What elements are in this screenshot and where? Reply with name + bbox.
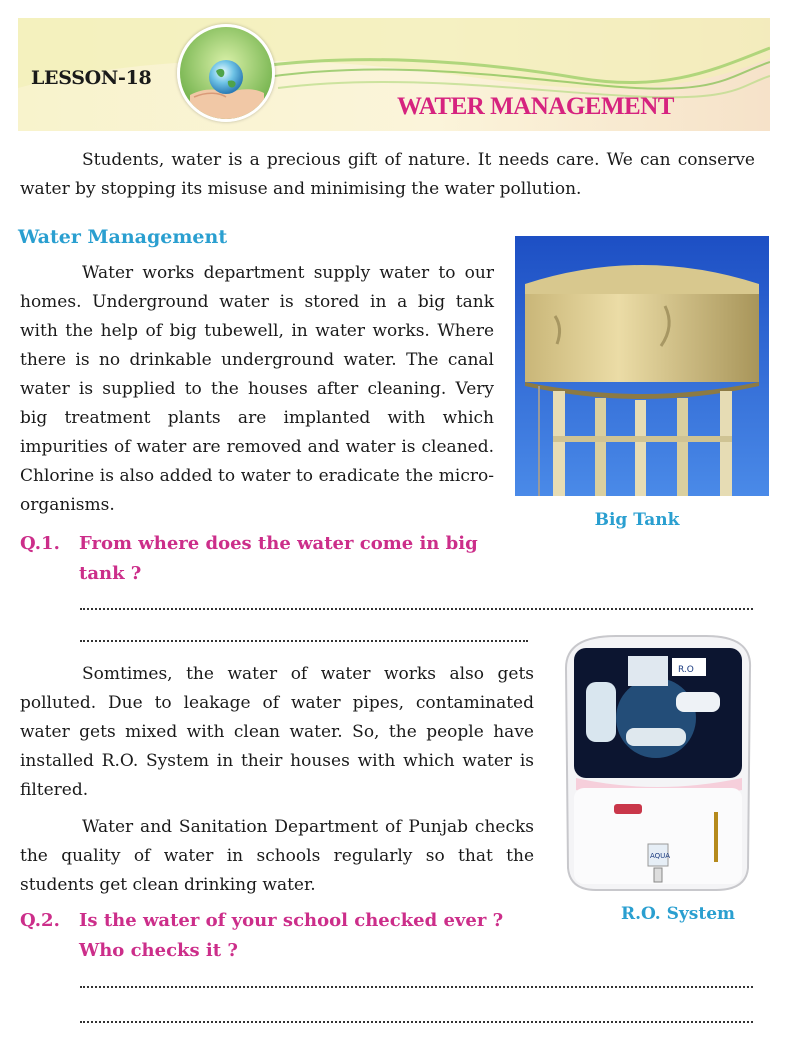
question-1-number: Q.1. [20,533,60,554]
answer-line-2b[interactable] [80,1021,753,1023]
question-1-text: From where does the water come in big tank ? [79,533,478,584]
big-tank-photo [515,236,769,496]
paragraph-water-works: Water works department supply water to our homes. Underground water is stored in a big tank with the help of big tubewell, in water works. Where there is no drinkable underground water. The canal water is supplied to the houses after cleaning. Very big treatment plants are implanted with which impurities of water are removed and water is cleaned. Chlorine is also added to water to eradicate the micro-organisms. [20,263,494,515]
ro-system-caption: R.O. System [620,904,736,924]
lesson-title: WATER MANAGEMENT [397,93,674,120]
question-2-text: Is the water of your school checked ever ? Who checks it ? [79,910,504,961]
section-heading: Water Management [18,226,228,248]
paragraph-ro-system: Somtimes, the water of water works also gets polluted. Due to leakage of water pipes, contaminated water gets mixed with clean water. So, the people have installed R.O. System in their houses with which water is filtered. [20,664,534,800]
question-2-number: Q.2. [20,910,60,931]
ro-module-label: R.O [678,665,694,675]
big-tank-caption: Big Tank [594,510,680,530]
globe-in-hands-illustration [177,24,275,122]
intro-paragraph: Students, water is a precious gift of nature. It needs care. We can conserve water by stopping its misuse and minimising the water pollution. [20,150,755,199]
ro-system-photo [556,628,760,896]
answer-line-1a[interactable] [80,608,753,610]
answer-line-1b[interactable] [80,640,528,642]
lesson-label: LESSON-18 [31,67,152,89]
ro-brand-label: AQUA [650,852,671,860]
answer-line-2a[interactable] [80,986,753,988]
paragraph-sanitation-department: Water and Sanitation Department of Punjab checks the quality of water in schools regularly so that the students get clean drinking water. [20,817,534,895]
